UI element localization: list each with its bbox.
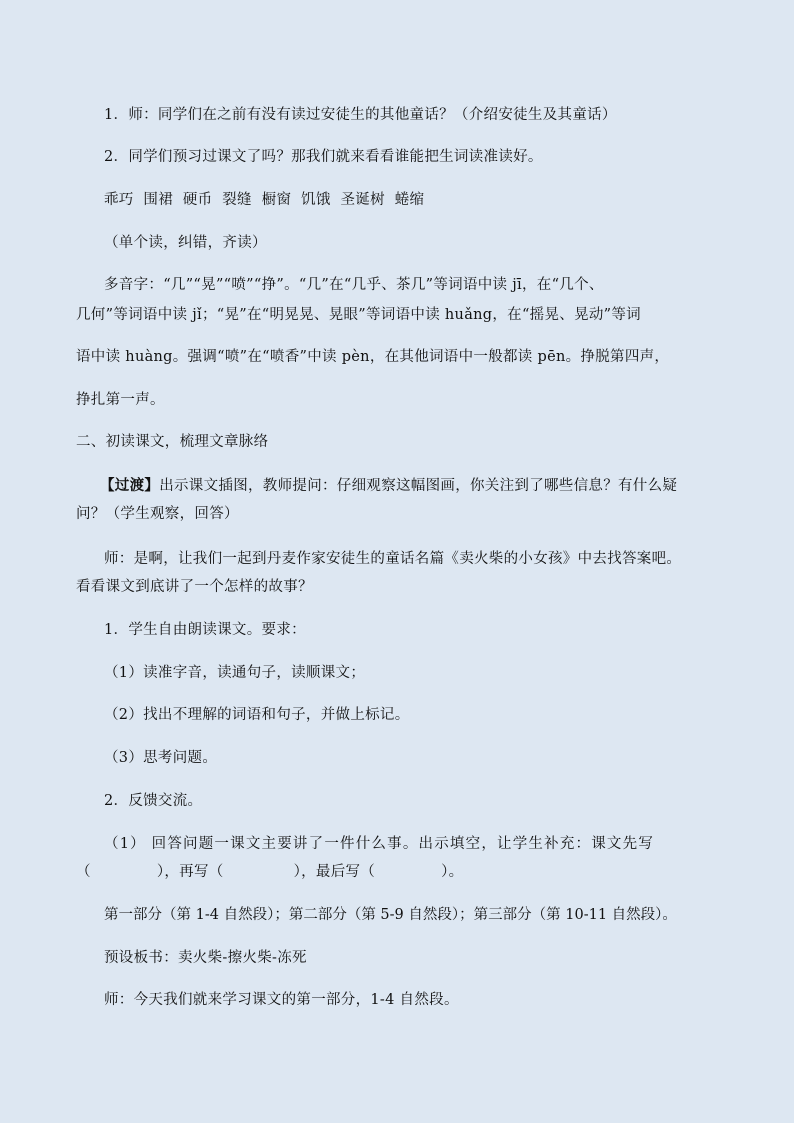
fill-in-line: （ ），再写（ ），最后写（ ）。 [76,864,464,880]
text-line-7: 语中读 huàng。强调“喷”在“喷香”中读 pèn，在其他词语中一般都读 pēn。挣脱第四声， [76,349,670,365]
text-line-5: 多音字：“几”“晃”“喷”“挣”。“几”在“几乎、茶几”等词语中读 jī，在“几个、 [104,277,604,293]
text-line-1: 1．师：同学们在之前有没有读过安徒生的其他童话？（介绍安徒生及其童话） [104,107,617,123]
text-line-17: （3）思考问题。 [104,750,218,766]
text-line-10 [100,472,677,500]
text-line-11: 问？（学生观察，回答） [76,506,239,522]
text-line-6: 几何”等词语中读 jǐ；“晃”在“明晃晃、晃眼”等词语中读 huǎng，在“摇晃、晃动”等词 [76,307,641,323]
section-heading: 二、初读课文，梳理文章脉络 [76,434,269,450]
text-line-19: （1） 回答问题一课文主要讲了一件什么事。出示填空，让学生补充：课文先写 [104,836,655,852]
vocabulary-line: 乖巧 围裙 硬币 裂缝 橱窗 饥饿 圣诞树 蜷缩 [104,192,425,208]
text-line-8: 挣扎第一声。 [76,392,165,408]
transition-tag: 【过渡】 [100,477,160,494]
text-line-16: （2）找出不理解的词语和句子，并做上标记。 [104,707,410,723]
text-line-18: 2．反馈交流。 [104,793,203,809]
transition-text: 出示课文插图，教师提问：仔细观察这幅图画，你关注到了哪些信息？有什么疑 [159,478,678,494]
text-line-22: 预设板书：卖火柴-擦火柴-冻死 [104,950,307,966]
text-line-2: 2．同学们预习过课文了吗？那我们就来看看谁能把生词读准读好。 [104,149,543,165]
text-line-15: （1）读准字音，读通句子，读顺课文； [104,665,366,681]
text-line-14: 1．学生自由朗读课文。要求： [104,622,306,638]
text-line-21: 第一部分（第 1-4 自然段）；第二部分（第 5-9 自然段）；第三部分（第 10-11 自然段）。 [104,907,677,923]
text-line-4: （单个读，纠错，齐读） [104,235,267,251]
text-line-12: 师：是啊，让我们一起到丹麦作家安徒生的童话名篇《卖火柴的小女孩》中去找答案吧。 [104,551,682,567]
text-line-23: 师：今天我们就来学习课文的第一部分，1-4 自然段。 [104,992,459,1008]
text-line-13: 看看课文到底讲了一个怎样的故事？ [76,579,313,595]
